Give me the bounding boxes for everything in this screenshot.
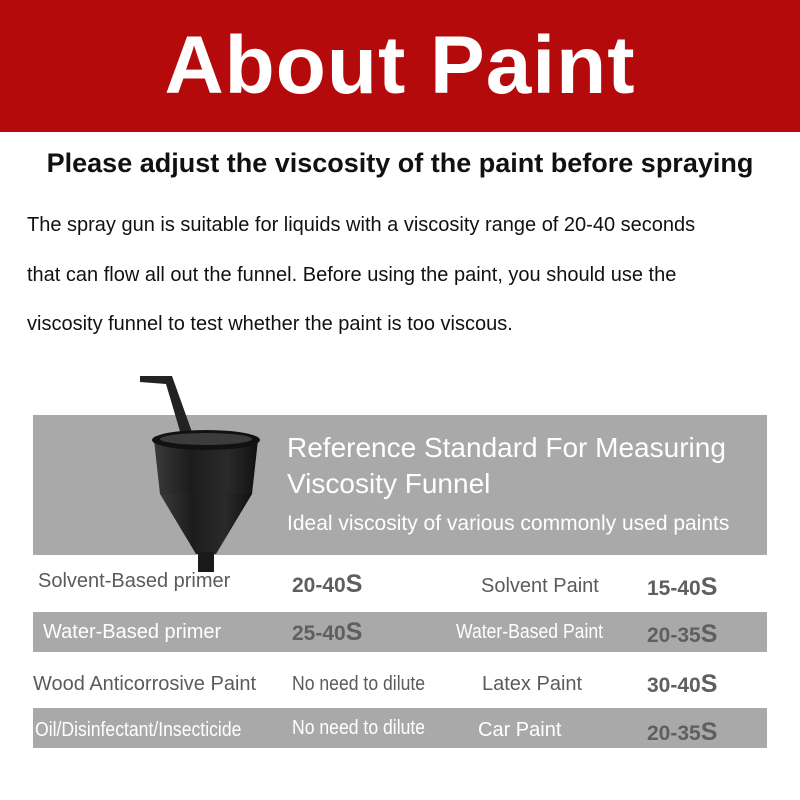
- reference-title-line-1: Reference Standard For Measuring: [287, 432, 726, 463]
- row3-right-value: [647, 670, 717, 699]
- row3-right-num: 30-40: [647, 674, 701, 697]
- row2-left-num: 25-40: [292, 622, 346, 645]
- row2-left-unit: S: [345, 618, 363, 646]
- row2-right-unit: S: [700, 620, 718, 648]
- reference-subtitle: Ideal viscosity of various commonly used paints: [287, 512, 730, 535]
- page-title: About Paint: [164, 20, 636, 111]
- header-banner: [0, 0, 800, 132]
- row1-right-num: 15-40: [647, 577, 701, 600]
- paragraph-line-2: that can flow all out the funnel. Before using the paint, you should use the: [27, 264, 677, 286]
- row1-right-label: Solvent Paint: [481, 575, 599, 597]
- row2-left-value: [292, 618, 362, 647]
- row1-right-value: [647, 573, 717, 602]
- row4-left-label: Oil/Disinfectant/Insecticide: [35, 719, 242, 741]
- paragraph-line-1: The spray gun is suitable for liquids with a viscosity range of 20-40 seconds: [27, 214, 696, 236]
- subheading: Please adjust the viscosity of the paint before spraying: [46, 148, 754, 178]
- row4-right-num: 20-35: [647, 722, 701, 745]
- row4-right-value: [647, 718, 717, 747]
- row4-left-value: No need to dilute: [292, 717, 426, 739]
- reference-title-line-2: Viscosity Funnel: [287, 468, 491, 499]
- row3-right-unit: S: [700, 670, 718, 698]
- row2-left-label: Water-Based primer: [43, 621, 222, 643]
- row2-right-label: Water-Based Paint: [456, 621, 604, 643]
- row1-left-unit: S: [345, 570, 363, 598]
- row1-left-label: Solvent-Based primer: [38, 570, 231, 592]
- row3-left-label: Wood Anticorrosive Paint: [33, 673, 257, 695]
- viscosity-funnel-icon: [130, 372, 280, 582]
- row4-right-label: Car Paint: [478, 719, 562, 741]
- row2-right-value: [647, 620, 717, 649]
- row3-left-value: No need to dilute: [292, 673, 426, 695]
- row1-right-unit: S: [700, 573, 718, 601]
- row4-right-unit: S: [700, 718, 718, 746]
- paragraph-line-3: viscosity funnel to test whether the paint is too viscous.: [27, 313, 513, 335]
- row1-left-value: [292, 570, 362, 599]
- row2-right-num: 20-35: [647, 624, 701, 647]
- row3-right-label: Latex Paint: [482, 673, 583, 695]
- row1-left-num: 20-40: [292, 574, 346, 597]
- reference-title: [287, 430, 767, 502]
